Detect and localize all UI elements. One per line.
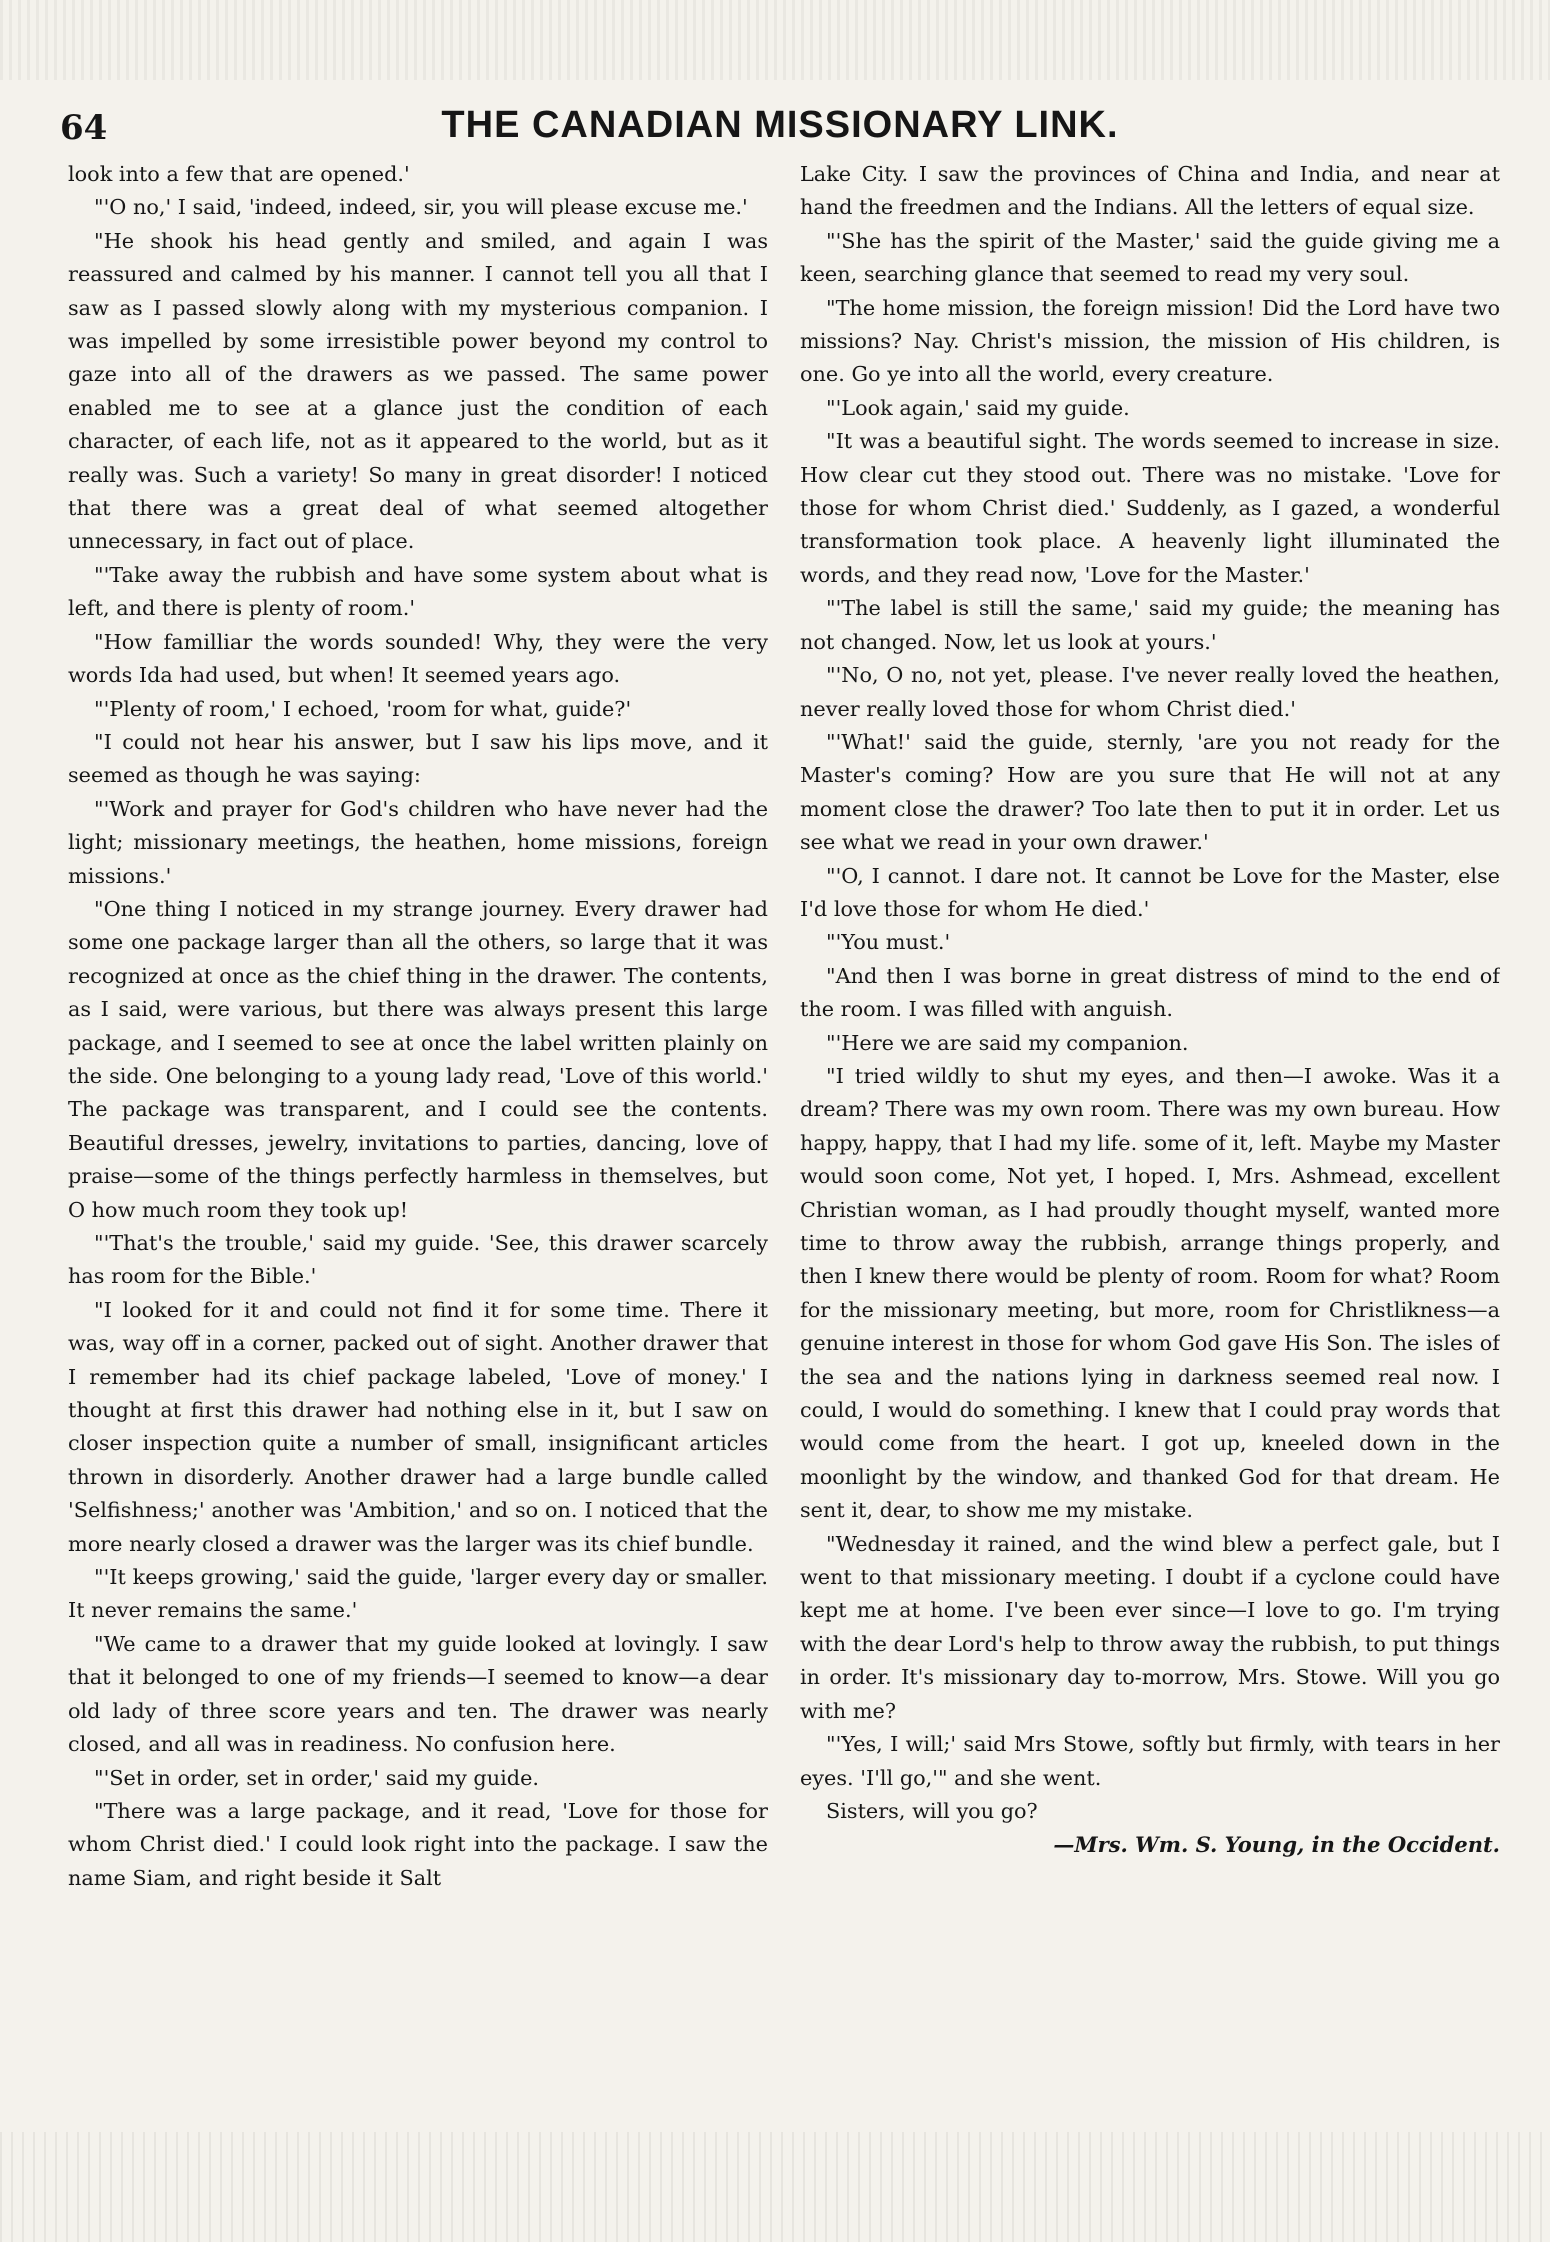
paragraph: "We came to a drawer that my guide looked at lovingly. I saw that it belonged to one of my friends—I seemed to know—a dear old lady of three score years and ten. The drawer was nearly closed, and all was in readiness. No confusion here. xyxy=(68,1631,768,1757)
journal-title: THE CANADIAN MISSIONARY LINK. xyxy=(441,104,1119,146)
paragraph: "I tried wildly to shut my eyes, and then—I awoke. Was it a dream? There was my own room. There was my own bureau. How happy, happy, that I had my life. some of it, left. Maybe my Master would soon come, Not yet, I hoped. I, Mrs. Ashmead, excellent Christian woman, as I had proudly thought myself, wanted more time to throw away the rubbish, arrange things properly, and then I knew there would be plenty of room. Room for what? Room for the missionary meeting, but more, room for Christlikness—a genuine interest in those for whom God gave His Son. The isles of the sea and the nations lying in darkness seemed real now. I could, I would do something. I knew that I could pray words that would come from the heart. I got up, kneeled down in the moonlight by the window, and thanked God for that dream. He sent it, dear, to show me my mistake. xyxy=(800,1063,1500,1523)
scan-noise-bottom xyxy=(0,2132,1550,2242)
paragraph: "'Set in order, set in order,' said my guide. xyxy=(94,1765,540,1790)
paragraph: "He shook his head gently and smiled, and again I was reassured and calmed by his manner. I cannot tell you all that I saw as I passed slowly along with my mysterious companion. I was impelled by some irresistible power beyond my control to gaze into all of the drawers as we passed. The same power enabled me to see at a glance just the condition of each character, of each life, not as it appeared to the world, but as it really was. Such a variety! So many in great disorder! I noticed that there was a great deal of what seemed altogether unnecessary, in fact out of place. xyxy=(68,228,768,554)
paragraph: "'The label is still the same,' said my guide; the meaning has not changed. Now, let us look at yours.' xyxy=(800,596,1500,654)
paragraph: "'Work and prayer for God's children who have never had the light; missionary meetings, the heathen, home missions, foreign missions.' xyxy=(68,796,768,888)
paragraph: "One thing I noticed in my strange journey. Every drawer had some one package larger than all the others, so large that it was recognized at once as the chief thing in the drawer. The contents, as I said, were various, but there was always present this large package, and I seemed to see at once the label written plainly on the side. One belonging to a young lady read, 'Love of this world.' The package was transparent, and I could see the contents. Beautiful dresses, jewelry, invitations to parties, dancing, love of praise—some of the things perfectly harmless in themselves, but O how much room they took up! xyxy=(68,896,768,1222)
paragraph: look into a few that are opened.' xyxy=(68,162,410,186)
paragraph: "It was a beautiful sight. The words seemed to increase in size. How clear cut they stood out. There was no mistake. 'Love for those for whom Christ died.' Suddenly, as I gazed, a wonderful transformation took place. A heavenly light illuminated the words, and they read now, 'Love for the Master.' xyxy=(800,429,1500,587)
paragraph: "'Look again,' said my guide. xyxy=(826,395,1130,420)
paragraph: "'Plenty of room,' I echoed, 'room for what, guide?' xyxy=(94,696,632,721)
paragraph: "'You must.' xyxy=(826,930,951,955)
paragraph: "'O no,' I said, 'indeed, indeed, sir, you will please excuse me.' xyxy=(94,195,748,220)
paragraph: "'It keeps growing,' said the guide, 'larger every day or smaller. It never remains the same.' xyxy=(68,1565,768,1623)
paragraph: "'No, O no, not yet, please. I've never really loved the heathen, never really loved those for whom Christ died.' xyxy=(800,663,1500,721)
scan-noise-top xyxy=(0,0,1550,80)
paragraph: Lake City. I saw the provinces of China and India, and near at hand the freedmen and the Indians. All the letters of equal size. xyxy=(800,162,1500,220)
paragraph: "I could not hear his answer, but I saw his lips move, and it seemed as though he was saying: xyxy=(68,729,768,788)
attribution: —Mrs. Wm. S. Young, in the Occident. xyxy=(1053,1832,1500,1858)
right-column xyxy=(800,158,1500,2148)
paragraph: "'Here we are said my companion. xyxy=(826,1030,1189,1055)
paragraph: "'What!' said the guide, sternly, 'are you not ready for the Master's coming? How are you sure that He will not at any moment close the drawer? Too late then to put it in order. Let us see what we read in your own drawer.' xyxy=(800,729,1500,855)
paragraph: "'That's the trouble,' said my guide. 'See, this drawer scarcely has room for the Bible.' xyxy=(68,1231,768,1289)
paragraph: "'Take away the rubbish and have some system about what is left, and there is plenty of room.' xyxy=(68,562,768,621)
paragraph: Sisters, will you go? xyxy=(826,1798,1038,1823)
paragraph: "'She has the spirit of the Master,' said the guide giving me a keen, searching glance that seemed to read my very soul. xyxy=(800,228,1500,287)
paragraph: "Wednesday it rained, and the wind blew a perfect gale, but I went to that missionary meeting. I doubt if a cyclone could have kept me at home. I've been ever since—I love to go. I'm trying with the dear Lord's help to throw away the rubbish, to put things in order. It's missionary day to-morrow, Mrs. Stowe. Will you go with me? xyxy=(800,1531,1500,1723)
page-number: 64 xyxy=(60,108,108,148)
paragraph: "And then I was borne in great distress of mind to the end of the room. I was filled with anguish. xyxy=(800,963,1500,1022)
paragraph: "There was a large package, and it read, 'Love for those for whom Christ died.' I could look right into the package. I saw the name Siam, and right beside it Salt xyxy=(68,1798,768,1890)
paragraph: "'O, I cannot. I dare not. It cannot be Love for the Master, else I'd love those for whom He died.' xyxy=(800,863,1500,921)
paragraph: "How familliar the words sounded! Why, they were the very words Ida had used, but when! It seemed years ago. xyxy=(68,629,768,688)
article-body xyxy=(68,158,1500,2148)
paragraph: "'Yes, I will;' said Mrs Stowe, softly but firmly, with tears in her eyes. 'I'll go,'" and she went. xyxy=(800,1732,1500,1790)
paragraph: "I looked for it and could not find it for some time. There it was, way off in a corner, packed out of sight. Another drawer that I remember had its chief package labeled, 'Love of money.' I thought at first this drawer had nothing else in it, but I saw on closer inspection quite a number of small, insignificant articles thrown in disorderly. Another drawer had a large bundle called 'Selfishness;' another was 'Ambition,' and so on. I noticed that the more nearly closed a drawer was the larger was its chief bundle. xyxy=(68,1297,768,1556)
paragraph: "The home mission, the foreign mission! Did the Lord have two missions? Nay. Christ's mission, the mission of His children, is one. Go ye into all the world, every creature. xyxy=(800,295,1500,387)
left-column xyxy=(68,158,768,2148)
